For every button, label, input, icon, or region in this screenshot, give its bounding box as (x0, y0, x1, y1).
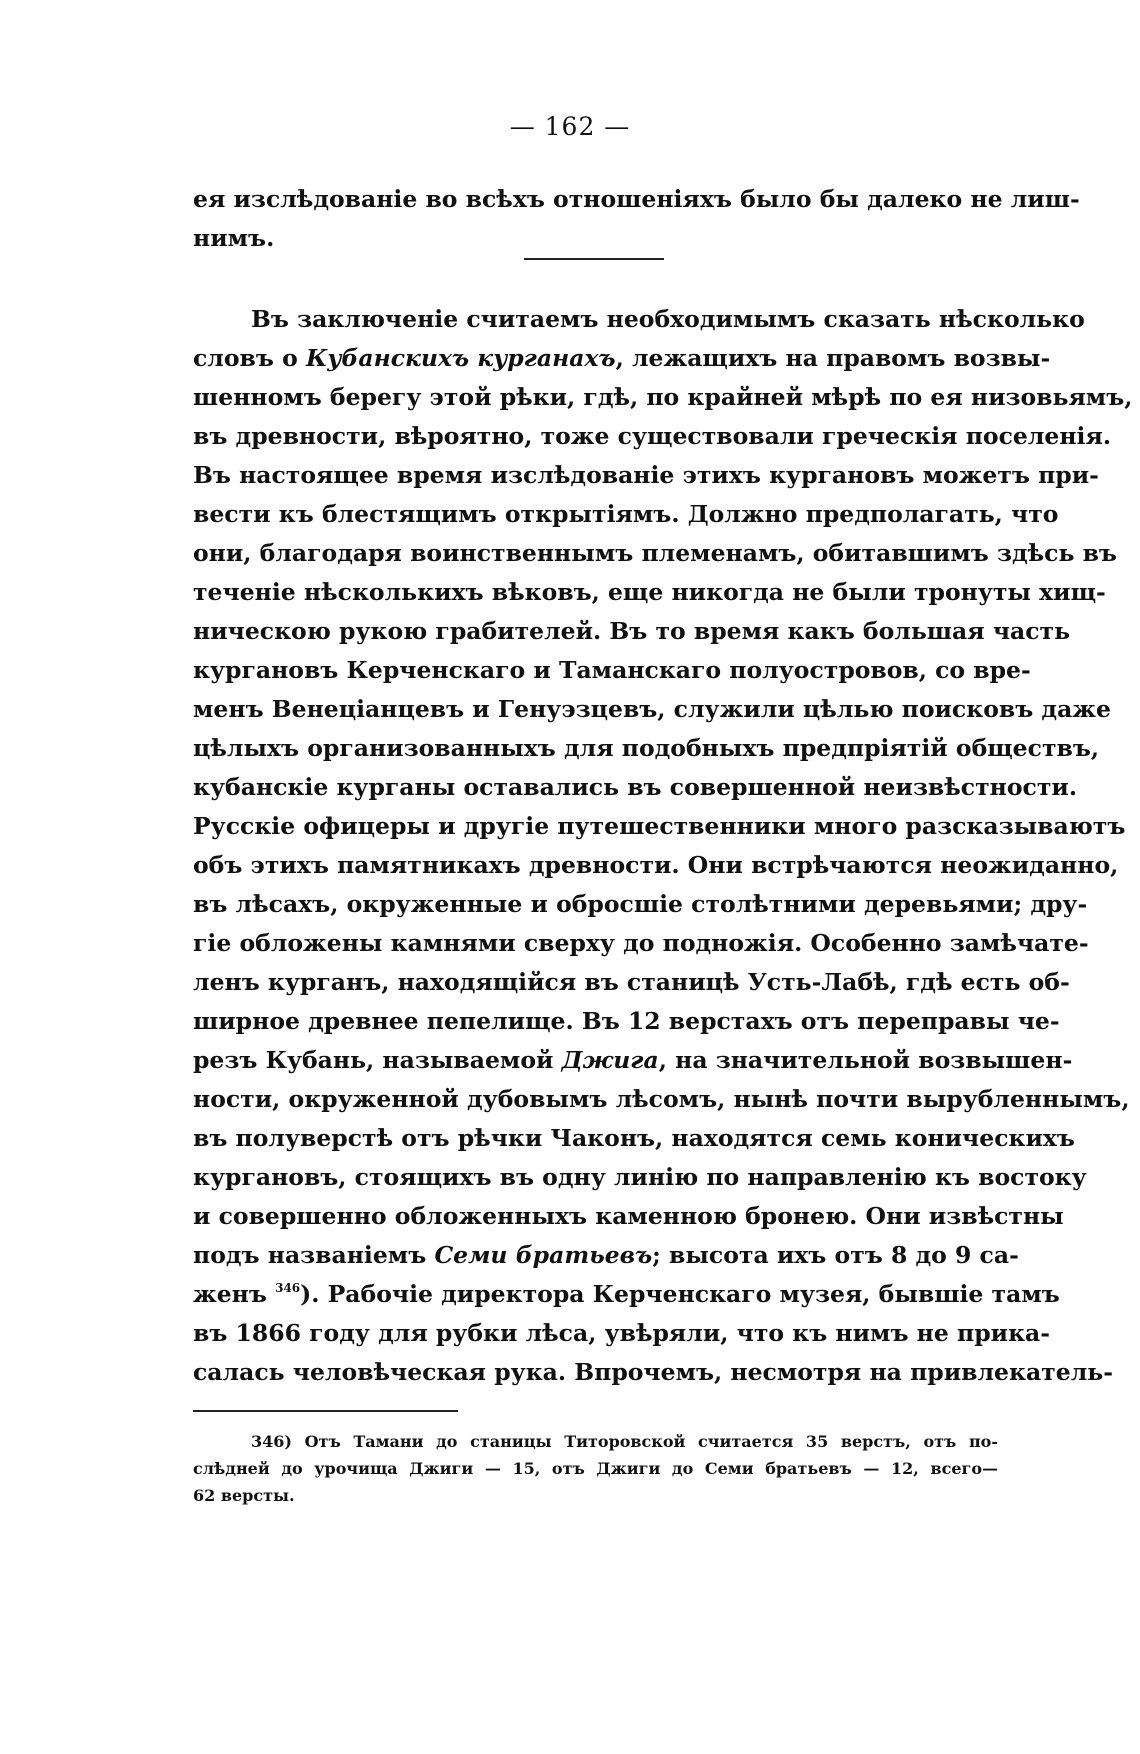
text-line: Русскіе офицеры и другіе путешественники много разсказываютъ (193, 812, 1126, 840)
text-line: гіе обложены камнями сверху до подножія. Особенно замѣчате- (193, 929, 1089, 957)
text-segment: женъ (193, 1280, 276, 1308)
text-line: цѣлыхъ организованныхъ для подобныхъ предпріятій обществъ, (193, 734, 1100, 762)
section-divider (524, 258, 664, 260)
text-line: Въ заключеніе считаемъ необходимымъ сказать нѣсколько (251, 305, 1085, 333)
text-line: они, благодаря воинственнымъ племенамъ, обитавшимъ здѣсь въ (193, 539, 1117, 567)
text-segment: , на значительной возвышен- (658, 1046, 1073, 1074)
text-line: ническою рукою грабителей. Въ то время какъ большая часть (193, 617, 1071, 645)
text-line: ширное древнее пепелище. Въ 12 верстахъ отъ переправы че- (193, 1007, 1060, 1035)
main-paragraph (193, 300, 1133, 1392)
text-line: кургановъ, стоящихъ въ одну линію по направленію къ востоку (193, 1163, 1087, 1191)
text-line: и совершенно обложенныхъ каменною бронею. Они извѣстны (193, 1202, 1064, 1230)
text-line: въ древности, вѣроятно, тоже существовали греческія поселенія. (193, 422, 1112, 450)
italic-term: Джига (561, 1046, 659, 1074)
text-line: объ этихъ памятникахъ древности. Они встрѣчаются неожиданно, (193, 851, 1119, 879)
text-line (193, 1041, 1073, 1080)
footnote-rule (193, 1410, 458, 1412)
footnote-line: 62 версты. (193, 1486, 295, 1505)
text-line: теченіе нѣсколькихъ вѣковъ, еще никогда не были тронуты хищ- (193, 578, 1106, 606)
text-line: ленъ курганъ, находящійся въ станицѣ Усть-Лабѣ, гдѣ есть об- (193, 968, 1070, 996)
text-line: ности, окруженной дубовымъ лѣсомъ, нынѣ почти вырубленнымъ, (193, 1085, 1130, 1113)
footnote-ref: 346 (275, 1281, 301, 1295)
italic-term: Семи братьевъ (434, 1241, 653, 1269)
continuation-text (193, 180, 1080, 258)
footnote-line: слѣдней до урочища Джиги — 15, отъ Джиги до Семи братьевъ — 12, всего— (193, 1459, 998, 1478)
text-line (193, 339, 1051, 378)
text-line: шенномъ берегу этой рѣки, гдѣ, по крайней мѣрѣ по ея низовьямъ, (193, 383, 1133, 411)
text-segment: резъ Кубань, называемой (193, 1046, 562, 1074)
text-segment: , лежащихъ на правомъ возвы- (615, 344, 1051, 372)
text-line (193, 1275, 1060, 1314)
page-number: — 162 — (509, 112, 631, 141)
text-line: Въ настоящее время изслѣдованіе этихъ кургановъ можетъ при- (193, 461, 1099, 489)
text-segment: словъ о (193, 344, 306, 372)
text-segment: ). Рабочіе директора Керченскаго музея, бывшіе тамъ (300, 1280, 1060, 1308)
footnote-line: 346) Отъ Тамани до станицы Титоровской считается 35 верстъ, отъ по- (251, 1432, 998, 1451)
text-line: ея изслѣдованіе во всѣхъ отношеніяхъ было бы далеко не лиш- (193, 185, 1080, 213)
text-line: въ полуверстѣ отъ рѣчки Чаконъ, находятся семь коническихъ (193, 1124, 1075, 1152)
text-line: менъ Венеціанцевъ и Генуэзцевъ, служили цѣлью поисковъ даже (193, 695, 1111, 723)
text-line: кургановъ Керченскаго и Таманскаго полуостровов, со вре- (193, 656, 1031, 684)
italic-term: Кубанскихъ курганахъ (305, 344, 616, 372)
text-segment: подъ названіемъ (193, 1241, 435, 1269)
text-line: вести къ блестящимъ открытіямъ. Должно предполагать, что (193, 500, 1059, 528)
text-line: салась человѣческая рука. Впрочемъ, несмотря на привлекатель- (193, 1358, 1113, 1386)
text-line (193, 1236, 1019, 1275)
footnote (193, 1428, 998, 1509)
text-segment: ; высота ихъ отъ 8 до 9 са- (652, 1241, 1019, 1269)
text-line: кубанскіе курганы оставались въ совершенной неизвѣстности. (193, 773, 1078, 801)
text-line: въ 1866 году для рубки лѣса, увѣряли, что къ нимъ не прика- (193, 1319, 1051, 1347)
text-line: въ лѣсахъ, окруженные и обросшіе столѣтними деревьями; дру- (193, 890, 1088, 918)
text-line: нимъ. (193, 224, 275, 252)
